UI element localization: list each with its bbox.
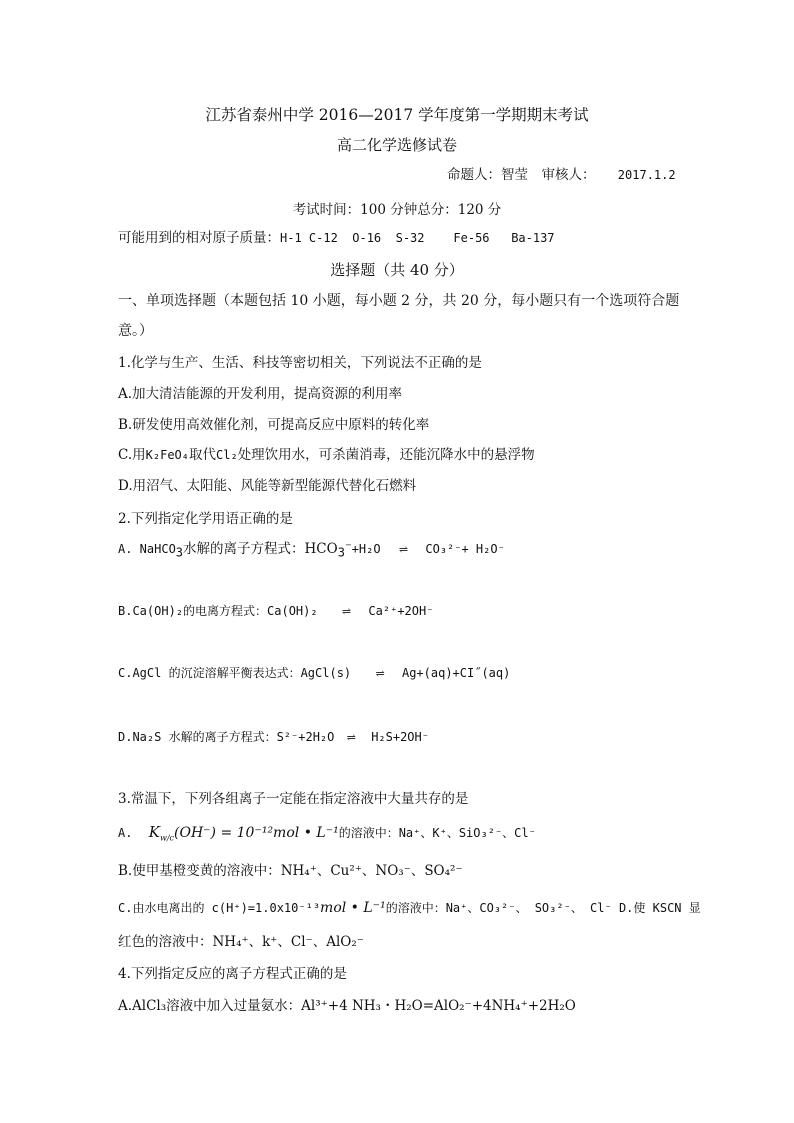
equilibrium-arrow-icon: ⇌: [375, 666, 384, 680]
q2-d-label: D.Na₂S 水解的离子方程式：S²⁻+2H₂O: [118, 730, 335, 744]
q2-option-d: [118, 728, 429, 746]
q2-option-a: [118, 540, 505, 558]
q3-a-kw-sub: w/c: [159, 833, 174, 843]
q1-c-mid: 取代: [189, 447, 216, 463]
q3-c-suffix: 的溶液中：Na⁺、CO₃²⁻、 SO₃²⁻、 Cl⁻ D.使 KSCN 显: [385, 901, 701, 915]
q4-option-a: A.AlCl₃溶液中加入过量氨水：Al³⁺+4 NH₃・H₂O=AlO₂⁻+4NH₄⁺+2H₂O: [118, 998, 576, 1014]
exam-subtitle: 高二化学选修试卷: [336, 136, 457, 154]
equilibrium-arrow-icon: ⇌: [341, 604, 351, 618]
authors: 命题人：智莹 审核人：: [447, 167, 596, 183]
exam-title: 江苏省泰州中学 2016—2017 学年度第一学期期末考试: [205, 106, 589, 124]
q3-a-expression: (OH⁻) = 10⁻¹²mol • L⁻¹: [174, 825, 339, 841]
q1-option-c: [118, 446, 535, 464]
exam-date: 2017.1.2: [617, 168, 676, 182]
q1-option-d: D.用沼气、太阳能、风能等新型能源代替化石燃料: [118, 478, 417, 494]
section-title: 选择题（共 40 分）: [330, 261, 464, 279]
q2-d-right: H₂S+2OH⁻: [371, 730, 429, 744]
q2-c-right: Ag+(aq)+CI˝(aq): [401, 666, 511, 680]
q2-option-b: [118, 602, 433, 620]
q2-a-left: +H₂O: [351, 542, 381, 556]
equilibrium-arrow-icon: ⇌: [346, 730, 355, 744]
q1-c-cl2: Cl₂: [216, 448, 238, 462]
instructions-line-2: 意。）: [118, 323, 153, 339]
q3-option-d: 红色的溶液中：NH₄⁺、k⁺、Cl⁻、AlO₂⁻: [118, 934, 364, 950]
q3-c-prefix: C.由水电离出的 c(H⁺)=1.0x10⁻¹³: [118, 901, 321, 915]
q3-option-a: [118, 823, 536, 842]
q2-a-label: A. NaHCO: [118, 542, 176, 556]
equilibrium-arrow-icon: ⇌: [398, 542, 408, 556]
atomic-masses-line: [118, 229, 555, 247]
authors-line: [447, 166, 676, 184]
atomic-masses: H-1 C-12 O-16 S-32 Fe-56 Ba-137: [280, 231, 555, 245]
q1-c-suffix: 处理饮用水，可杀菌消毒，还能沉降水中的悬浮物: [237, 447, 535, 463]
q2-c-label: C.AgCl 的沉淀溶解平衡表达式：AgCl(s): [118, 666, 352, 680]
q1-option-a: A.加大清洁能源的开发利用，提高资源的利用率: [118, 386, 403, 402]
q1-c-prefix: C.用: [118, 447, 146, 463]
q3-a-kw: K: [148, 823, 160, 841]
q3-option-c: [118, 899, 701, 917]
q2-a-hco3-sup: −: [344, 540, 352, 550]
q3-stem: 3.常温下，下列各组离子一定能在指定溶液中大量共存的是: [118, 791, 469, 807]
q2-b-right: Ca²⁺+2OH⁻: [368, 604, 434, 618]
q3-a-text: 的溶液中：Na⁺、K⁺、SiO₃²⁻、Cl⁻: [338, 826, 536, 840]
q3-a-label: A.: [118, 826, 133, 840]
q1-c-formula: K₂FeO₄: [145, 448, 189, 462]
q2-stem: 2.下列指定化学用语正确的是: [118, 511, 293, 527]
atomic-masses-label: 可能用到的相对原子质量：: [118, 230, 280, 246]
q4-stem: 4.下列指定反应的离子方程式正确的是: [118, 966, 347, 982]
q2-b-label: B.Ca(OH)₂的电离方程式：Ca(OH)₂: [118, 604, 318, 618]
q2-a-right: CO₃²⁻+ H₂O⁻: [425, 542, 505, 556]
q2-a-sub: 3: [175, 545, 184, 560]
q2-option-c: [118, 664, 510, 682]
q1-option-b: B.研发使用高效催化剂，可提高反应中原料的转化率: [118, 417, 430, 433]
q3-option-b: B.使甲基橙变黄的溶液中：NH₄⁺、Cu²⁺、NO₃⁻、SO₄²⁻: [118, 863, 463, 879]
q3-c-unit: mol • L⁻¹: [320, 900, 386, 916]
q1-stem: 1.化学与生产、生活、科技等密切相关，下列说法不正确的是: [118, 355, 482, 371]
q2-a-hco3-sub: 3: [337, 545, 345, 560]
instructions-line-1: 一、单项选择题（本题包括 10 小题，每小题 2 分，共 20 分，每小题只有一个选项符合题: [118, 293, 680, 309]
q2-a-text: 水解的离子方程式：HCO: [183, 541, 338, 557]
time-info: 考试时间：100 分钟总分：120 分: [292, 202, 502, 218]
